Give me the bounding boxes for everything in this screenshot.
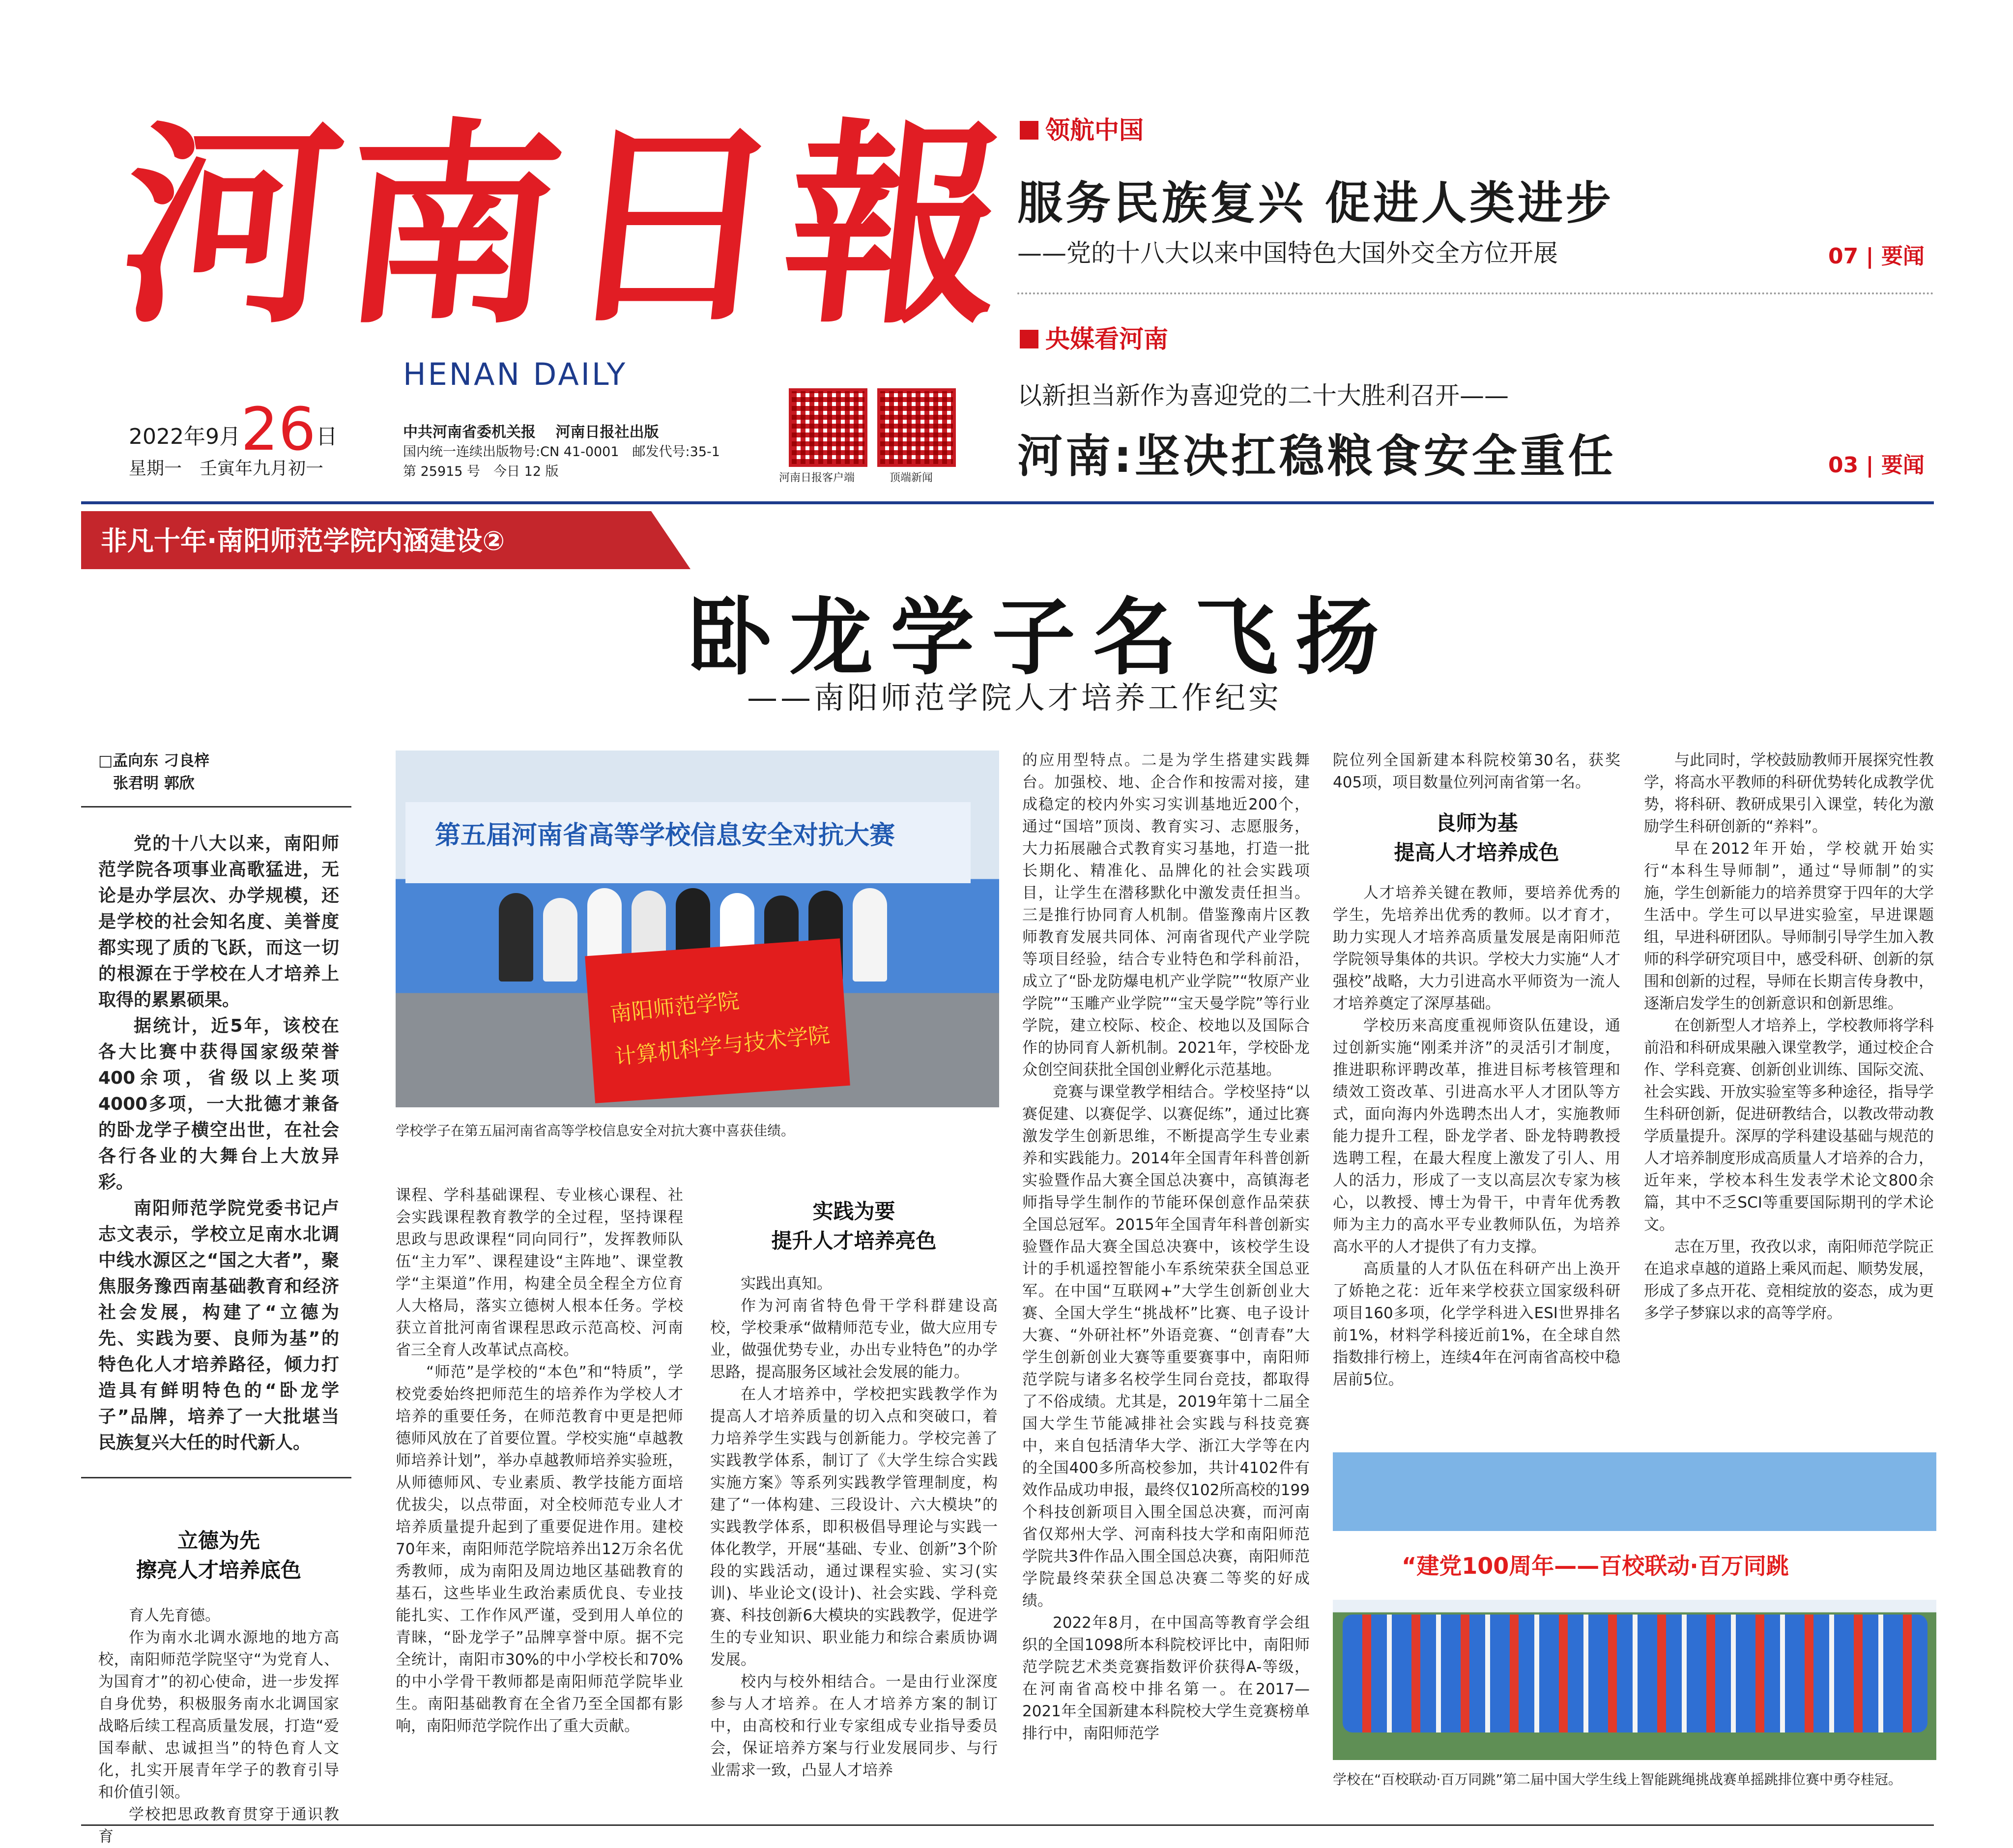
byline-line-1: □孟向东 刁良梓 <box>98 752 210 770</box>
paragraph: 在人才培养中，学校把实践教学作为提高人才培养质量的切入点和突破口，着力培养学生实践与创新能力。学校完善了实践教学体系，制订了《大学生综合实践实施方案》等系列实践教学管理制度，构建了“一体构建、三段设计、六大模块”的实践教学体系，即积极倡导理论与实践一体化教学，开展“基础、专业、创新”3个阶段的实践活动，通过课程实验、实习(实训)、毕业论文(设计)、社会实践、学科竞赛、科技创新6大模块的实践教学，促进学生的专业知识、职业能力和综合素质协调发展。 <box>710 1386 998 1669</box>
column-5-top <box>1333 750 1620 804</box>
date-day: 26 <box>240 396 316 464</box>
paragraph: 学校历来高度重视师资队伍建设，通过创新实施“刚柔并济”的灵活引才制度，推进职称评聘改革，推进目标考核管理和绩效工资改革、引进高水平人才团队等方式，面向海内外选聘杰出人才，实施教师能力提升工程，卧龙学者、卧龙特聘教授选聘工程，在最大程度上激发了引人、用人的活力，形成了一支以高层次专家为核心，以教授、博士为骨干，中青年优秀教师为主力的高水平专业教师队伍，为培养高水平的人才提供了有力支撑。 <box>1333 1017 1620 1256</box>
header-divider <box>1017 292 1934 294</box>
byline-line-2: 张君明 郭欣 <box>113 775 195 792</box>
page-ref-03[interactable]: 03 | 要闻 <box>1828 453 1925 478</box>
paragraph: 与此同时，学校鼓励教师开展探究性教学，将高水平教师的科研优势转化成教学优势，将科研、教研成果引入课堂，转化为激励学生科研创新的“养料”。 <box>1644 751 1934 836</box>
photo-contest-team[interactable] <box>396 751 999 1107</box>
qr-caption-news: 顶端新闻 <box>890 472 933 484</box>
column-5 <box>1333 882 1620 1438</box>
column-4 <box>1022 750 1310 1819</box>
section-tag-central-media: 央媒看河南 <box>1020 319 1168 355</box>
paragraph: 竞赛与课堂教学相结合。学校坚持“以赛促建、以赛促学、以赛促练”，通过比赛激发学生创新思维，不断提高学生专业素养和实践能力。2014年全国青年科普创新实验暨作品大赛全国总决赛中，高镇海老师指导学生制作的节能环保创意作品荣获全国总冠军。2015年全国青年科普创新实验暨作品大赛全国总决赛中，该校学生设计的手机遥控智能小车系统荣获全国总亚军。在中国“互联网+”大学生创新创业大赛、全国大学生“挑战杯”比赛、电子设计大赛、“外研社杯”外语竞赛、“创青春”大学生创新创业大赛等重要赛事中，南阳师范学院与诸多名校学生同台竞技，都取得了不俗成绩。尤其是，2019年第十二届全国大学生节能减排社会实践与科技竞赛中，来自包括清华大学、浙江大学等在内的全国400多所高校参加，共计4102件有效作品成功申报，最终仅102所高校的199个科技创新项目入围全国总决赛，而河南省仅郑州大学、河南科技大学和南阳师范学院共3件作品入围全国总决赛，南阳师范学院最终荣获全国总决赛二等奖的好成绩。 <box>1022 1083 1310 1610</box>
paragraph: “师范”是学校的“本色”和“特质”，学校党委始终把师范生的培养作为学校人才培养的重要任务，在师范教育中更是把师德师风放在了首要位置。学校实施“卓越教师培养计划”，举办卓越教师培养实验班，从师德师风、专业素质、教学技能方面培优拔尖，以点带面，对全校师范专业人才培养质量提升起到了重要促进作用。建校70年来，南阳师范学院培养出12万余名优秀教师，成为南阳及周边地区基础教育的基石，这些毕业生政治素质优良、专业技能扎实、工作作风严谨，受到用人单位的青睐，“卧龙学子”品牌享誉中原。据不完全统计，南阳市30%的中小学校长和70%的中小学骨干教师都是南阳师范学院毕业生。南阳基础教育在全省乃至全国都有影响，南阳师范学院作出了重大贡献。 <box>396 1363 683 1735</box>
photo-banner-text: 第五届河南省高等学校信息安全对抗大赛 <box>435 821 895 850</box>
photo-1-caption: 学校学子在第五届河南省高等学校信息安全对抗大赛中喜获佳绩。 <box>396 1123 795 1139</box>
date-suffix: 日 <box>316 424 338 449</box>
masthead-rule <box>81 501 1934 504</box>
lead-rule <box>81 1477 351 1478</box>
paragraph: 校内与校外相结合。一是由行业深度参与人才培养。在人才培养方案的制订中，由高校和行业专家组成专业指导委员会，保证培养方案与行业发展同步、与行业需求一致，凸显人才培养 <box>710 1673 998 1779</box>
photo-rope-skipping[interactable] <box>1333 1452 1936 1760</box>
paragraph: 学校把思政教育贯穿于通识教育 <box>98 1806 339 1846</box>
publication-info <box>403 423 720 482</box>
column-2 <box>396 1184 683 1819</box>
article-subtitle: ——南阳师范学院人才培养工作纪实 <box>747 680 1282 716</box>
masthead-title: 河南日報 <box>109 99 1021 353</box>
photo-banner-text: “建党100周年——百校联动·百万同跳 <box>1402 1553 1789 1579</box>
page-ref-07[interactable]: 07 | 要闻 <box>1828 244 1925 269</box>
paragraph: 作为南水北调水源地的地方高校，南阳师范学院坚守“为党育人、为国育才”的初心使命，进一步发挥自身优势，积极服务南水北调国家战略后续工程高质量发展，打造“爱国奉献、忠诚担当”的特色育人文化，扎实开展青年学子的教育引导和价值引领。 <box>98 1629 339 1801</box>
paragraph: 院位列全国新建本科院校第30名，获奖405项，项目数量位列河南省第一名。 <box>1333 751 1620 791</box>
qr-code-app[interactable] <box>789 388 867 467</box>
photo-flag-text: 南阳师范学院 计算机科学与技术学院 <box>608 988 832 1070</box>
lead-paragraph: 党的十八大以来，南阳师范学院各项事业高歌猛进，无论是办学层次、办学规模，还是学校的社会知名度、美誉度都实现了质的飞跃，而这一切的根源在于学校在人才培养上取得的累累硕果。 <box>98 834 339 1010</box>
paragraph: 2022年8月，在中国高等教育学会组织的全国1098所本科院校评比中，南阳师范学院艺术类竞赛指数评价获得A-等级，在河南省高校中排名第一。在2017—2021年全国新建本科院校大学生竞赛榜单排行中，南阳师范学 <box>1022 1614 1310 1742</box>
lead-paragraph-3: 南阳师范学院党委书记卢志文表示，学校立足南水北调中线水源区之“国之大者”，聚焦服务豫西南基础教育和经济社会发展，构建了“立德为先、实践为要、良师为基”的特色化人才培养路径，倾力打造具有鲜明特色的“卧龙学子”品牌，培养了一大批堪当民族复兴大任的时代新人。 <box>98 1198 339 1453</box>
pub-line-3: 第 25915 号 今日 12 版 <box>403 464 559 479</box>
weekday-lunar: 星期一 壬寅年九月初一 <box>129 459 324 479</box>
person-figure <box>543 898 577 982</box>
subline-diplomacy: ——党的十八大以来中国特色大国外交全方位开展 <box>1017 239 1558 267</box>
headline-diplomacy[interactable]: 服务民族复兴 促进人类进步 <box>1017 177 1614 230</box>
paragraph: 高质量的人才队伍在科研产出上涣开了娇艳之花：近年来学校获立国家级科研项目160多项，化学学科进入ESI世界排名前1%，材料学科接近前1%，在全球自然指数排行榜上，连续4年在河南省高校中稳居前5位。 <box>1333 1260 1620 1388</box>
column-1-lead <box>98 831 339 1470</box>
date-prefix: 2022年9月 <box>129 424 241 449</box>
paragraph: 在创新型人才培养上，学校教师将学科前沿和科研成果融入课堂教学，通过校企合作、学科竞赛、创新创业训练、国际交流、社会实践、开放实验室等多种途径，指导学生科研创新，促进研教结合，以教改带动教学质量提升。深厚的学科建设基础与规范的人才培养制度形成高质量人才培养的合力，近年来，学校本科生发表学术论文800余篇，其中不乏SCI等重要国际期刊的学术论文。 <box>1644 1017 1934 1234</box>
subhead-teachers: 良师为基 提高人才培养成色 <box>1394 811 1559 865</box>
paragraph: 育人先育德。 <box>129 1607 220 1624</box>
column-3 <box>710 1273 998 1819</box>
pub-line-2: 国内统一连续出版物号:CN 41-0001 邮发代号:35-1 <box>403 444 720 460</box>
subhead-morality: 立德为先 擦亮人才培养底色 <box>136 1529 301 1582</box>
person-figure <box>853 888 887 982</box>
lead-paragraph-2: 据统计，近5年，该校在各大比赛中获得国家级荣誉400余项，省级以上奖项4000多项，一大批德才兼备的卧龙学子横空出世，在社会各行各业的大舞台上大放异彩。 <box>98 1016 339 1192</box>
column-6 <box>1644 750 1934 1438</box>
kicker-grain: 以新担当新作为喜迎党的二十大胜利召开—— <box>1017 381 1509 410</box>
paragraph: 的应用型特点。二是为学生搭建实践舞台。加强校、地、企合作和按需对接，建成稳定的校内外实习实训基地近200个，通过“国培”顶岗、教育实习、志愿服务，大力拓展融合式教育实习基地，打造一批长期化、精准化、品牌化的社会实践项目，让学生在潜移默化中激发责任担当。三是推行协同育人机制。借鉴豫南片区教师教育发展共同体、河南省现代产业学院等项目经验，结合专业特色和学科前沿，成立了“卧龙防爆电机产业学院”“牧原产业学院”“玉雕产业学院”“宝天曼学院”等行业学院，建立校际、校企、校地以及国际合作的协同育人新机制。2021年，学校卧龙众创空间获批全国创业孵化示范基地。 <box>1022 751 1310 1079</box>
paragraph: 早在2012年开始，学校就开始实行“本科生导师制”，通过“导师制”的实施，学生创新能力的培养贯穿于四年的大学生活中。学生可以早进实验室，早进课题组，早进科研团队。导师制引导学生加入教师的科学研究项目中，感受科研、创新的氛围和创新的过程，导师在长期言传身教中，逐渐启发学生的创新意识和创新思维。 <box>1644 840 1934 1012</box>
paragraph: 实践出真知。 <box>741 1275 832 1293</box>
page-bottom-rule <box>81 1824 1934 1826</box>
person-figure <box>499 893 533 982</box>
series-banner-text: 非凡十年·南阳师范学院内涵建设② <box>101 525 505 556</box>
qr-code-news[interactable] <box>877 388 956 467</box>
article-title: 卧龙学子名飞扬 <box>688 588 1397 687</box>
headline-grain[interactable]: 河南:坚决扛稳粮食安全重任 <box>1017 430 1616 483</box>
paragraph: 人才培养关键在教师，要培养优秀的学生，先培养出优秀的教师。以才育才，助力实现人才培养高质量发展是南阳师范学院领导集体的共识。学校大力实施“人才强校”战略，大力引进高水平师资为一流人才培养奠定了深厚基础。 <box>1333 884 1620 1012</box>
subhead-practice: 实践为要 提升人才培养亮色 <box>771 1199 937 1253</box>
paragraph: 课程、学科基础课程、专业核心课程、社会实践课程教育教学的全过程，坚持课程思政与思政课程“同向同行”，发挥教师队伍“主力军”、课程建设“主阵地”、课堂教学“主渠道”作用，构建全员全程全方位育人大格局，落实立德树人根本任务。学校获立首批河南省课程思政示范高校、河南省三全育人改革试点高校。 <box>396 1186 683 1359</box>
pub-line-1: 中共河南省委机关报 河南日报社出版 <box>403 424 659 441</box>
masthead-english: HENAN DAILY <box>403 356 628 392</box>
byline-rule <box>81 806 351 808</box>
photo-2-caption: 学校在“百校联动·百万同跳”第二届中国大学生线上智能跳绳挑战赛单摇跳排位赛中勇夺桂冠。 <box>1333 1771 1902 1788</box>
paragraph: 志在万里，孜孜以求，南阳师范学院正在追求卓越的道路上乘风而起、顺势发展，形成了多点开花、竞相绽放的姿态，成为更多学子梦寐以求的高等学府。 <box>1644 1238 1934 1322</box>
paragraph: 作为河南省特色骨干学科群建设高校，学校秉承“做精师范专业，做大应用专业，做强优势专业，办出专业特色”的办学思路，提高服务区域社会发展的能力。 <box>710 1297 998 1381</box>
column-1-body <box>98 1605 339 1846</box>
photo-crowd <box>1343 1615 1927 1732</box>
section-tag-lead-china: 领航中国 <box>1020 111 1144 146</box>
qr-caption-app: 河南日报客户端 <box>779 472 855 484</box>
issue-date <box>129 396 338 464</box>
byline <box>98 750 209 795</box>
